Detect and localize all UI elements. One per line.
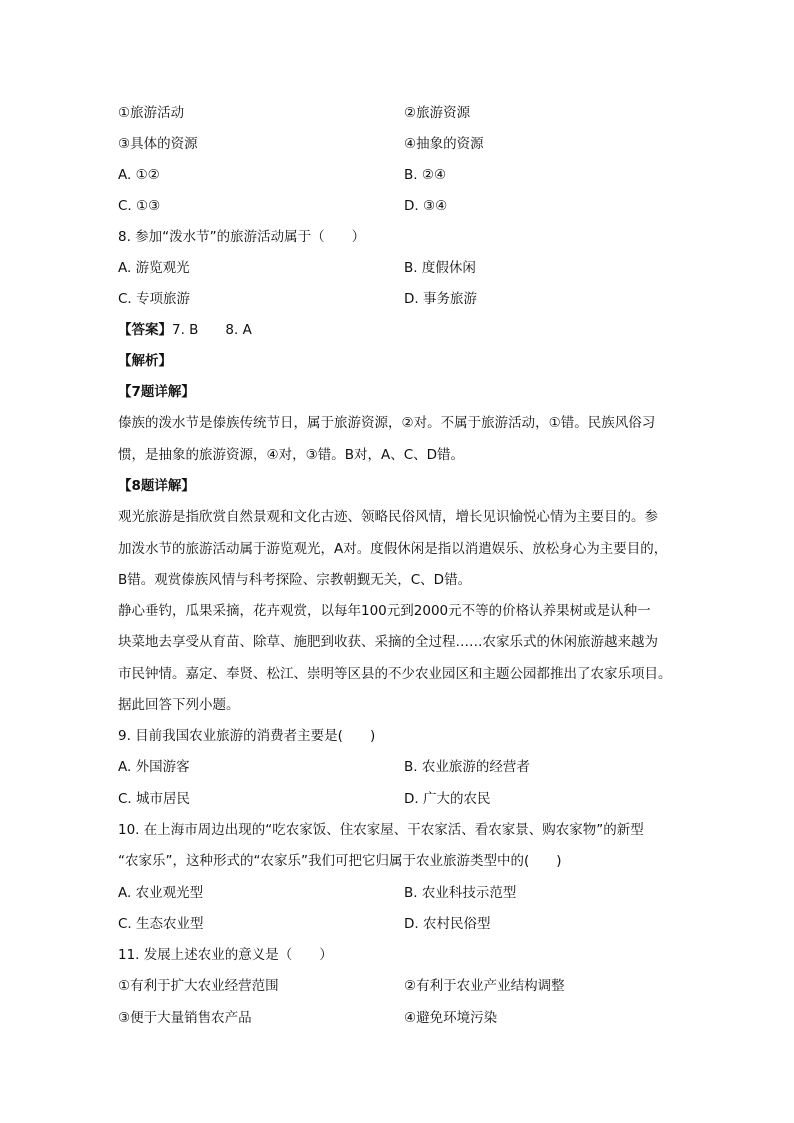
q7-analysis-line: 惯，是抽象的旅游资源，④对，③错。B对，A、C、D错。 xyxy=(118,447,465,463)
q11-item-3: ③便于大量销售农产品 xyxy=(118,1010,252,1026)
q7-analysis-title: 【7题详解】 xyxy=(118,384,195,400)
q8-option-c: C. 专项旅游 xyxy=(118,291,191,307)
q8-stem: 8. 参加“泼水节”的旅游活动属于（ ） xyxy=(118,229,366,245)
q10-option-d: D. 农村民俗型 xyxy=(404,916,491,932)
q7-option-a: A. ①② xyxy=(118,167,160,183)
q10-stem: “农家乐”，这种形式的“农家乐”我们可把它归属于农业旅游类型中的( ) xyxy=(118,853,562,869)
analysis-label: 【解析】 xyxy=(118,353,172,369)
q8-analysis-line: 加泼水节的旅游活动属于游览观光，A对。度假休闲是指以消遣娱乐、放松身心为主要目的， xyxy=(118,541,668,557)
q8-option-a: A. 游览观光 xyxy=(118,260,190,276)
q11-item-4: ④避免环境污染 xyxy=(404,1010,498,1026)
q9-option-b: B. 农业旅游的经营者 xyxy=(404,759,530,775)
q9-stem: 9. 目前我国农业旅游的消费者主要是( ) xyxy=(118,728,376,744)
passage-line: 静心垂钓，瓜果采摘，花卉观赏，以每年100元到2000元不等的价格认养果树或是认种一 xyxy=(118,603,651,619)
q8-analysis-line: B错。观赏傣族风情与科考探险、宗教朝觐无关，C、D错。 xyxy=(118,572,472,588)
q10-option-c: C. 生态农业型 xyxy=(118,916,204,932)
q7-option-d: D. ③④ xyxy=(404,198,448,214)
q10-stem: 10. 在上海市周边出现的“吃农家饭、住农家屋、干农家活、看农家景、购农家物”的新型 xyxy=(118,822,644,838)
answer-value: 7. B 8. A xyxy=(172,322,252,338)
q10-option-a: A. 农业观光型 xyxy=(118,885,204,901)
passage-line: 块菜地去享受从育苗、除草、施肥到收获、采摘的全过程……农家乐式的休闲旅游越来越为 xyxy=(118,634,658,650)
passage-line: 据此回答下列小题。 xyxy=(118,697,240,713)
passage-line: 市民钟情。嘉定、奉贤、松江、崇明等区县的不少农业园区和主题公园都推出了农家乐项目。 xyxy=(118,666,672,682)
q7-analysis-line: 傣族的泼水节是傣族传统节日，属于旅游资源，②对。不属于旅游活动，①错。民族风俗习 xyxy=(118,415,656,431)
q11-item-2: ②有利于农业产业结构调整 xyxy=(404,978,565,994)
q7-option-b: B. ②④ xyxy=(404,167,447,183)
q11-item-1: ①有利于扩大农业经营范围 xyxy=(118,978,279,994)
q8-analysis-title: 【8题详解】 xyxy=(118,478,195,494)
q8-analysis-line: 观光旅游是指欣赏自然景观和文化古迹、领略民俗风情，增长见识愉悦心情为主要目的。参 xyxy=(118,509,658,525)
answer-label: 【答案】 xyxy=(118,322,172,338)
q9-option-a: A. 外国游客 xyxy=(118,759,190,775)
q7-item-4: ④抽象的资源 xyxy=(404,136,484,152)
q7-item-3: ③具体的资源 xyxy=(118,136,198,152)
q7-option-c: C. ①③ xyxy=(118,198,161,214)
q9-option-c: C. 城市居民 xyxy=(118,791,191,807)
q10-option-b: B. 农业科技示范型 xyxy=(404,885,517,901)
q7-item-2: ②旅游资源 xyxy=(404,105,471,121)
answer-line xyxy=(118,321,252,339)
q8-option-b: B. 度假休闲 xyxy=(404,260,476,276)
q8-option-d: D. 事务旅游 xyxy=(404,291,477,307)
q7-item-1: ①旅游活动 xyxy=(118,105,185,121)
q9-option-d: D. 广大的农民 xyxy=(404,791,491,807)
q11-stem: 11. 发展上述农业的意义是（ ） xyxy=(118,947,333,963)
